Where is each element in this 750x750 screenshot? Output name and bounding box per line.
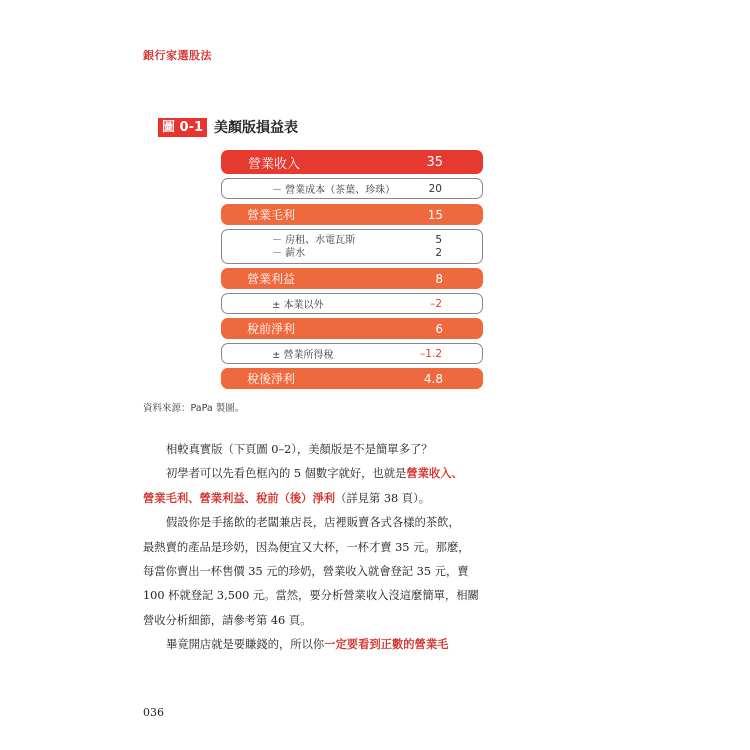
row-value: 8 bbox=[435, 271, 443, 286]
running-header: 銀行家選股法 bbox=[143, 49, 212, 62]
paragraph-line: 營收分析細節，請參考第 46 頁。 bbox=[143, 613, 312, 627]
row-label: － 薪水 bbox=[272, 247, 306, 259]
row-value: –2 bbox=[430, 297, 442, 310]
row-label: 營業收入 bbox=[248, 156, 301, 172]
cost-row bbox=[221, 178, 483, 199]
row-label: 稅後淨利 bbox=[247, 372, 296, 386]
gross-profit-row bbox=[221, 204, 483, 225]
text-run: （詳見第 38 頁）。 bbox=[335, 491, 431, 505]
figure-label: 圖 0-1 bbox=[158, 118, 207, 137]
paragraph-line: 每當你賣出一杯售價 35 元的珍奶，營業收入就會登記 35 元，賣 bbox=[143, 565, 469, 579]
row-value: 6 bbox=[435, 321, 443, 336]
row-value: 20 bbox=[428, 182, 442, 195]
row-label: 營業利益 bbox=[247, 272, 296, 286]
income-tax-row bbox=[221, 343, 483, 364]
paragraph: 假設你是手搖飲的老闆兼店長，店裡販賣各式各樣的茶飲， bbox=[166, 516, 460, 530]
text-run: 畢竟開店就是要賺錢的，所以你 bbox=[166, 638, 325, 652]
row-value: 4.8 bbox=[423, 371, 443, 386]
row-value: 15 bbox=[427, 207, 443, 222]
highlight-text: 營業毛利、營業利益、稅前（後）淨利 bbox=[143, 491, 336, 505]
expenses-row bbox=[221, 229, 483, 264]
row-label: 稅前淨利 bbox=[247, 322, 296, 336]
revenue-row bbox=[221, 150, 483, 174]
paragraph bbox=[143, 462, 545, 486]
figure-source: 資料來源：PaPa 製圖。 bbox=[143, 403, 245, 414]
row-value: 2 bbox=[435, 246, 442, 259]
row-label: － 房租、水電瓦斯 bbox=[272, 234, 356, 246]
highlight-text: 營業收入、 bbox=[406, 467, 463, 481]
paragraph-line bbox=[143, 487, 545, 511]
row-label: － 營業成本（茶葉、珍珠） bbox=[272, 185, 396, 196]
non-operating-row bbox=[221, 293, 483, 314]
pretax-income-row bbox=[221, 318, 483, 339]
row-label: ± 營業所得稅 bbox=[272, 350, 334, 361]
expense-item bbox=[272, 247, 442, 260]
body-text bbox=[143, 438, 545, 658]
figure-name: 美顏版損益表 bbox=[214, 120, 299, 136]
net-income-row bbox=[221, 368, 483, 389]
operating-income-row bbox=[221, 268, 483, 289]
paragraph: 相較真實版（下頁圖 0–2），美顏版是不是簡單多了？ bbox=[166, 443, 433, 456]
paragraph-line: 100 杯就登記 3,500 元。當然，要分析營業收入沒這麼簡單，相關 bbox=[143, 589, 479, 603]
text-run: 初學者可以先看色框內的 5 個數字就好，也就是 bbox=[166, 467, 407, 481]
paragraph-line: 最熱賣的產品是珍奶，因為便宜又大杯，一杯才賣 35 元。那麼， bbox=[143, 540, 470, 554]
row-label: ± 本業以外 bbox=[272, 300, 324, 311]
paragraph bbox=[143, 633, 545, 657]
row-value: 35 bbox=[426, 154, 443, 170]
row-value: 5 bbox=[435, 233, 442, 246]
expense-item bbox=[272, 234, 442, 247]
page-number: 036 bbox=[143, 706, 164, 719]
row-value: –1.2 bbox=[420, 347, 442, 360]
highlight-text: 一定要看到正數的營業毛 bbox=[324, 638, 449, 652]
row-label: 營業毛利 bbox=[247, 208, 296, 222]
figure-title bbox=[158, 117, 298, 137]
